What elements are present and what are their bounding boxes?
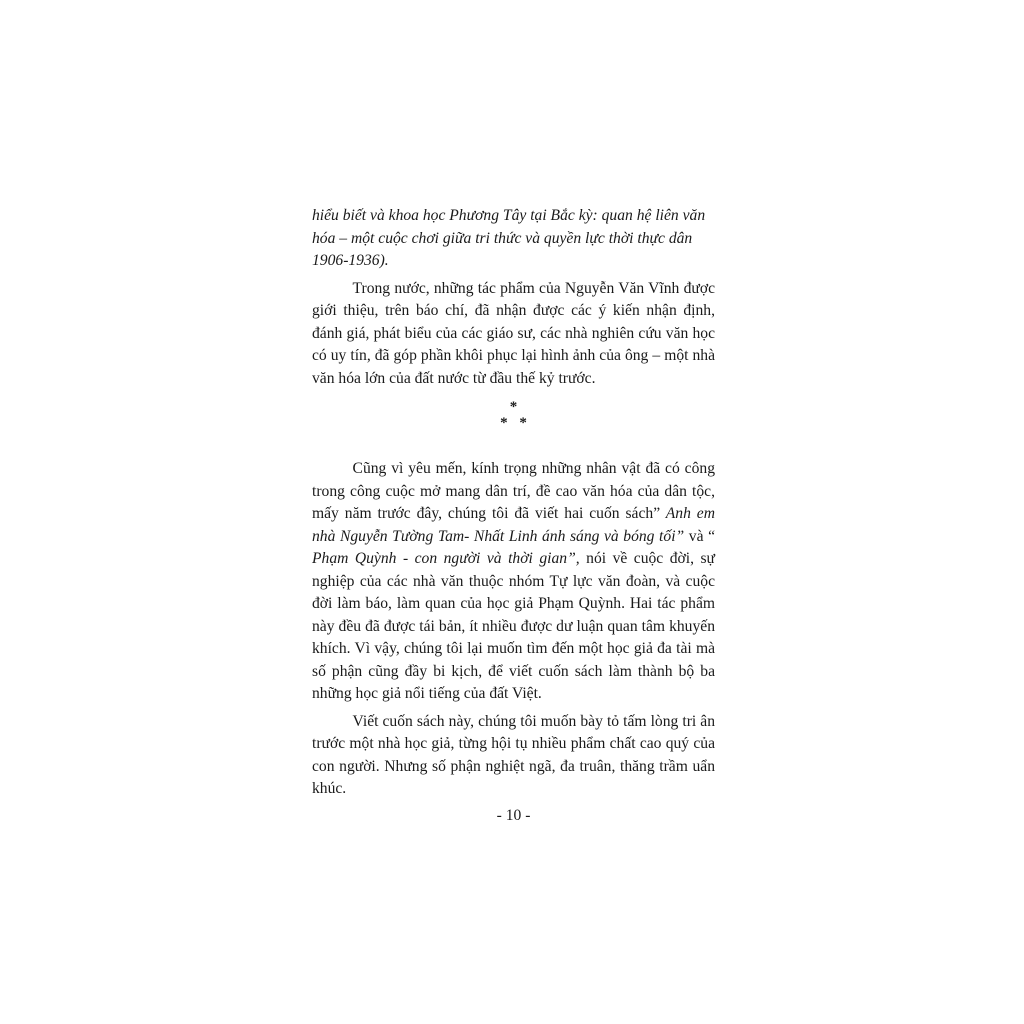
section-break-bottom-asterisks: * * bbox=[500, 415, 527, 431]
paragraph-2 bbox=[312, 458, 715, 706]
section-break-top-asterisk: * bbox=[509, 399, 518, 415]
book-title-1: Anh em nhà Nguyễn Tường Tam- Nhất Linh ánh sáng và bóng tối” bbox=[312, 505, 715, 545]
paragraph-2-part-2: và “ bbox=[684, 527, 715, 545]
page-number: - 10 - bbox=[496, 807, 531, 824]
opening-italic-text: hiểu biết và khoa học Phương Tây tại Bắc kỳ: quan hệ liên văn hóa – một cuộc chơi giữa tri thức và quyền lực thời thực dân 1906-1936). bbox=[312, 207, 706, 269]
paragraph-2-part-3: nói về cuộc đời, sự nghiệp của các nhà văn thuộc nhóm Tự lực văn đoàn, và cuộc đời làm báo, làm quan của học giả Phạm Quỳnh. Hai tác phẩm này đều đã được tái bản, ít nhiều được dư luận quan tâm khuyến khích. Vì vậy, chúng tôi lại muốn tìm đến một học giả đa tài mà số phận cũng đầy bi kịch, để viết cuốn sách làm thành bộ ba những học giả nổi tiếng của đất Việt. bbox=[312, 550, 715, 702]
section-break bbox=[312, 400, 715, 434]
page-body bbox=[312, 205, 715, 801]
book-title-2: Phạm Quỳnh - con người và thời gian”, bbox=[312, 550, 580, 567]
paragraph-1: Trong nước, những tác phẩm của Nguyễn Văn Vĩnh được giới thiệu, trên báo chí, đã nhận được các ý kiến nhận định, đánh giá, phát biểu của các giáo sư, các nhà nghiên cứu văn học có uy tín, đã góp phần khôi phục lại hình ảnh của ông – một nhà văn hóa lớn của đất nước từ đầu thế kỷ trước. bbox=[312, 279, 715, 387]
spacer bbox=[312, 440, 715, 458]
paragraph-3: Viết cuốn sách này, chúng tôi muốn bày tỏ tấm lòng tri ân trước một nhà học giả, từng hội tụ nhiều phẩm chất cao quý của con người. Nhưng số phận nghiệt ngã, đa truân, thăng trầm uẩn khúc. bbox=[312, 712, 715, 797]
paragraph-2-part-1: Cũng vì yêu mến, kính trọng những nhân vật đã có công trong công cuộc mở mang dân trí, đề cao văn hóa của dân tộc, mấy năm trước đây, chúng tôi đã viết hai cuốn sách” bbox=[312, 460, 715, 522]
